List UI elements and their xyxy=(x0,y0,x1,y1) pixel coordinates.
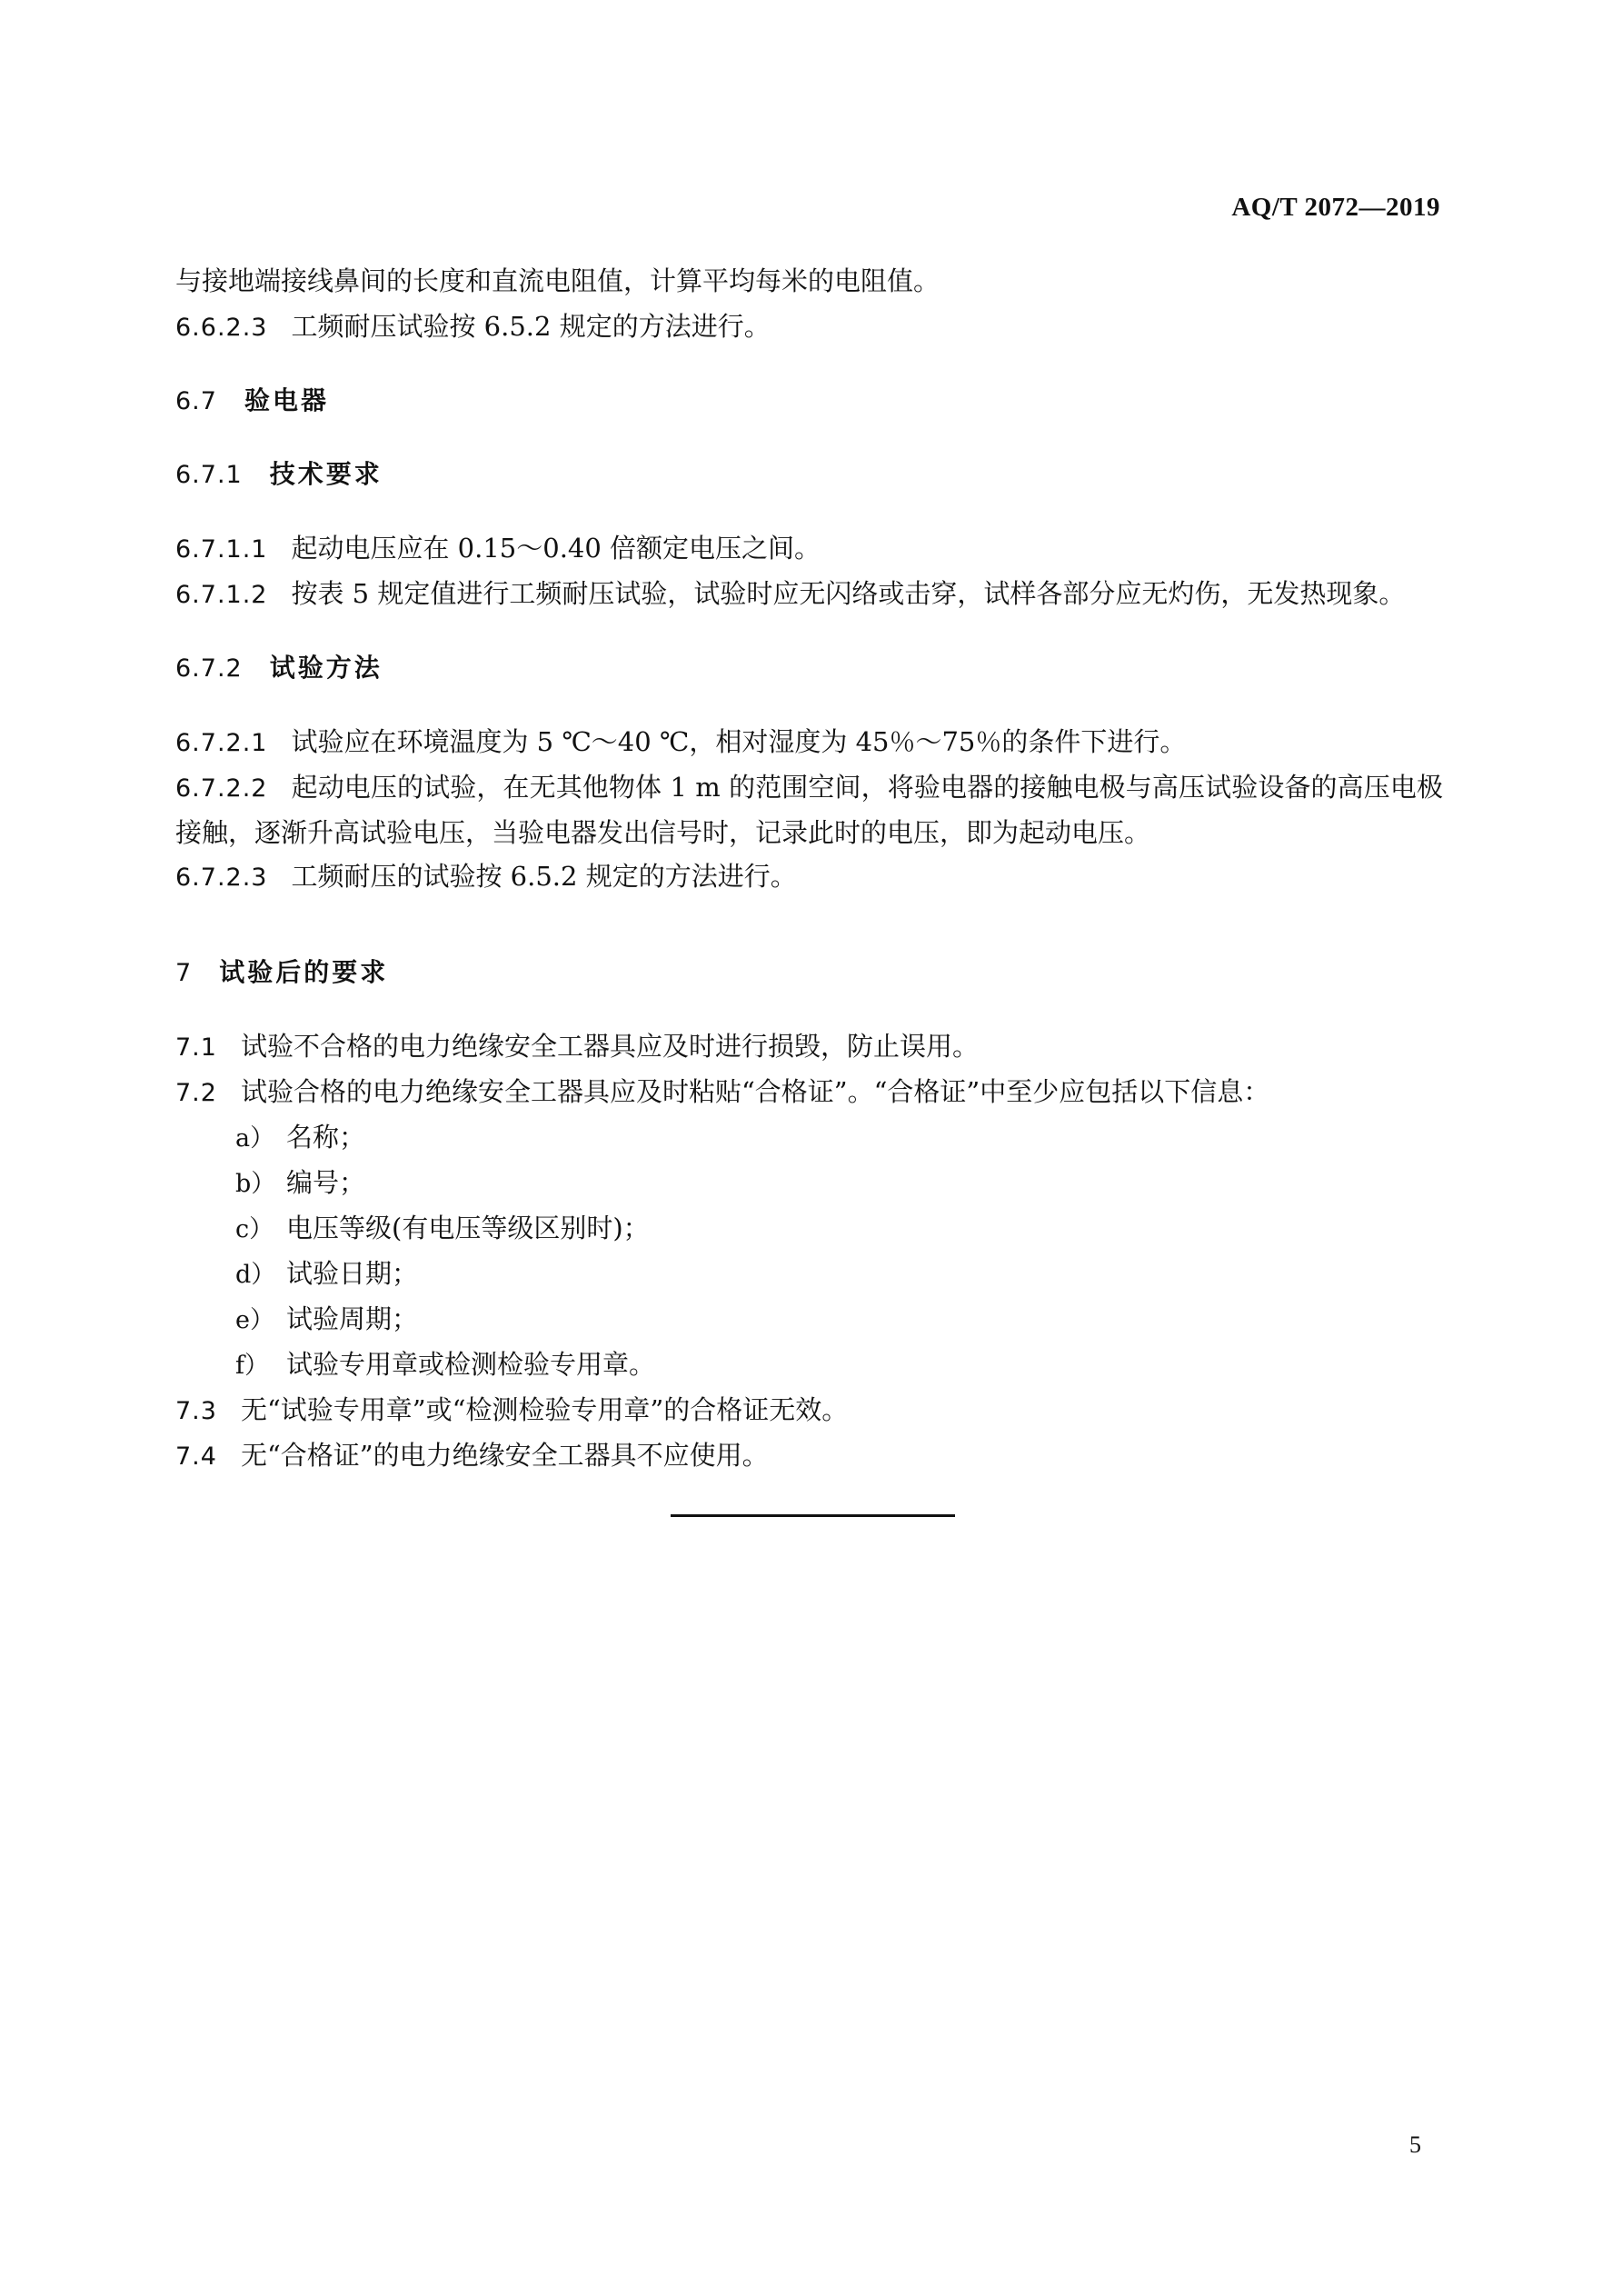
clause-number: 6.7.2.3 xyxy=(175,863,268,892)
clause-text: 试验不合格的电力绝缘安全工器具应及时进行损毁，防止误用。 xyxy=(240,1031,979,1062)
list-text: 电压等级(有电压等级区别时)； xyxy=(286,1213,650,1243)
list-marker: d） xyxy=(235,1261,276,1289)
clause-number: 7.4 xyxy=(175,1442,217,1471)
list-item xyxy=(175,1206,1443,1252)
heading-text: 试验方法 xyxy=(269,653,383,683)
list-text: 试验周期； xyxy=(286,1303,419,1334)
end-of-standard-rule xyxy=(671,1514,955,1517)
list-marker: c） xyxy=(235,1215,274,1243)
paragraph xyxy=(175,259,1443,304)
clause-number: 6.7.1.1 xyxy=(175,535,268,564)
heading-text: 验电器 xyxy=(244,385,329,415)
section-heading xyxy=(175,379,1443,424)
clause-number: 6.6.2.3 xyxy=(175,314,268,342)
list-marker: a） xyxy=(235,1124,275,1153)
spacer xyxy=(175,350,1443,379)
heading-text: 试验后的要求 xyxy=(219,957,389,987)
paragraph xyxy=(175,1388,1443,1433)
paragraph xyxy=(175,765,1443,854)
clause-text: 按表 5 规定值进行工频耐压试验，试验时应无闪络或击穿，试样各部分应无灼伤，无发热现象。 xyxy=(291,578,1406,609)
section-heading xyxy=(175,453,1443,497)
list-item xyxy=(175,1297,1443,1343)
spacer xyxy=(175,424,1443,453)
paragraph xyxy=(175,720,1443,765)
paragraph xyxy=(175,1024,1443,1070)
heading-number: 6.7 xyxy=(175,387,217,415)
heading-number: 6.7.1 xyxy=(175,461,243,489)
list-text: 试验日期； xyxy=(286,1258,419,1289)
paragraph xyxy=(175,572,1443,617)
list-text: 试验专用章或检测检验专用章。 xyxy=(286,1349,656,1380)
section-heading xyxy=(175,646,1443,691)
list-item xyxy=(175,1252,1443,1297)
clause-text: 起动电压的试验，在无其他物体 1 m 的范围空间，将验电器的接触电极与高压试验设备的高压电极接触，逐渐升高试验电压，当验电器发出信号时，记录此时的电压，即为起动电压。 xyxy=(175,772,1443,848)
clause-text: 无“合格证”的电力绝缘安全工器具不应使用。 xyxy=(240,1440,769,1471)
spacer xyxy=(175,497,1443,526)
clause-number: 6.7.2.2 xyxy=(175,774,268,803)
clause-text: 工频耐压的试验按 6.5.2 规定的方法进行。 xyxy=(291,861,797,892)
clause-text: 与接地端接线鼻间的长度和直流电阻值，计算平均每米的电阻值。 xyxy=(175,265,940,296)
spacer xyxy=(175,900,1443,951)
spacer xyxy=(175,691,1443,720)
page-number: 5 xyxy=(1409,2131,1421,2158)
clause-number: 6.7.2.1 xyxy=(175,729,268,757)
list-marker: b） xyxy=(235,1170,276,1198)
list-item xyxy=(175,1161,1443,1206)
spacer xyxy=(175,995,1443,1024)
heading-number: 7 xyxy=(175,959,193,987)
list-text: 编号； xyxy=(286,1167,366,1198)
clause-text: 无“试验专用章”或“检测检验专用章”的合格证无效。 xyxy=(240,1394,849,1425)
paragraph xyxy=(175,1070,1443,1115)
paragraph xyxy=(175,526,1443,572)
standard-code: AQ/T 2072—2019 xyxy=(1231,193,1440,222)
list-text: 名称； xyxy=(286,1122,366,1153)
clause-text: 试验应在环境温度为 5 ℃～40 ℃，相对湿度为 45％～75％的条件下进行。 xyxy=(291,726,1187,757)
clause-number: 7.3 xyxy=(175,1397,217,1425)
clause-text: 起动电压应在 0.15～0.40 倍额定电压之间。 xyxy=(291,533,821,564)
document-body xyxy=(175,259,1443,1479)
heading-text: 技术要求 xyxy=(269,459,383,489)
spacer xyxy=(175,617,1443,646)
list-item xyxy=(175,1343,1443,1388)
list-marker: f） xyxy=(235,1352,269,1380)
paragraph xyxy=(175,1433,1443,1479)
chapter-heading xyxy=(175,951,1443,995)
heading-number: 6.7.2 xyxy=(175,654,243,683)
paragraph xyxy=(175,304,1443,350)
paragraph xyxy=(175,854,1443,900)
clause-number: 7.1 xyxy=(175,1033,217,1062)
list-item xyxy=(175,1115,1443,1161)
clause-number: 6.7.1.2 xyxy=(175,581,268,609)
clause-number: 7.2 xyxy=(175,1079,217,1107)
list-marker: e） xyxy=(235,1306,274,1334)
clause-text: 工频耐压试验按 6.5.2 规定的方法进行。 xyxy=(291,311,771,342)
clause-text: 试验合格的电力绝缘安全工器具应及时粘贴“合格证”。“合格证”中至少应包括以下信息： xyxy=(240,1076,1270,1107)
